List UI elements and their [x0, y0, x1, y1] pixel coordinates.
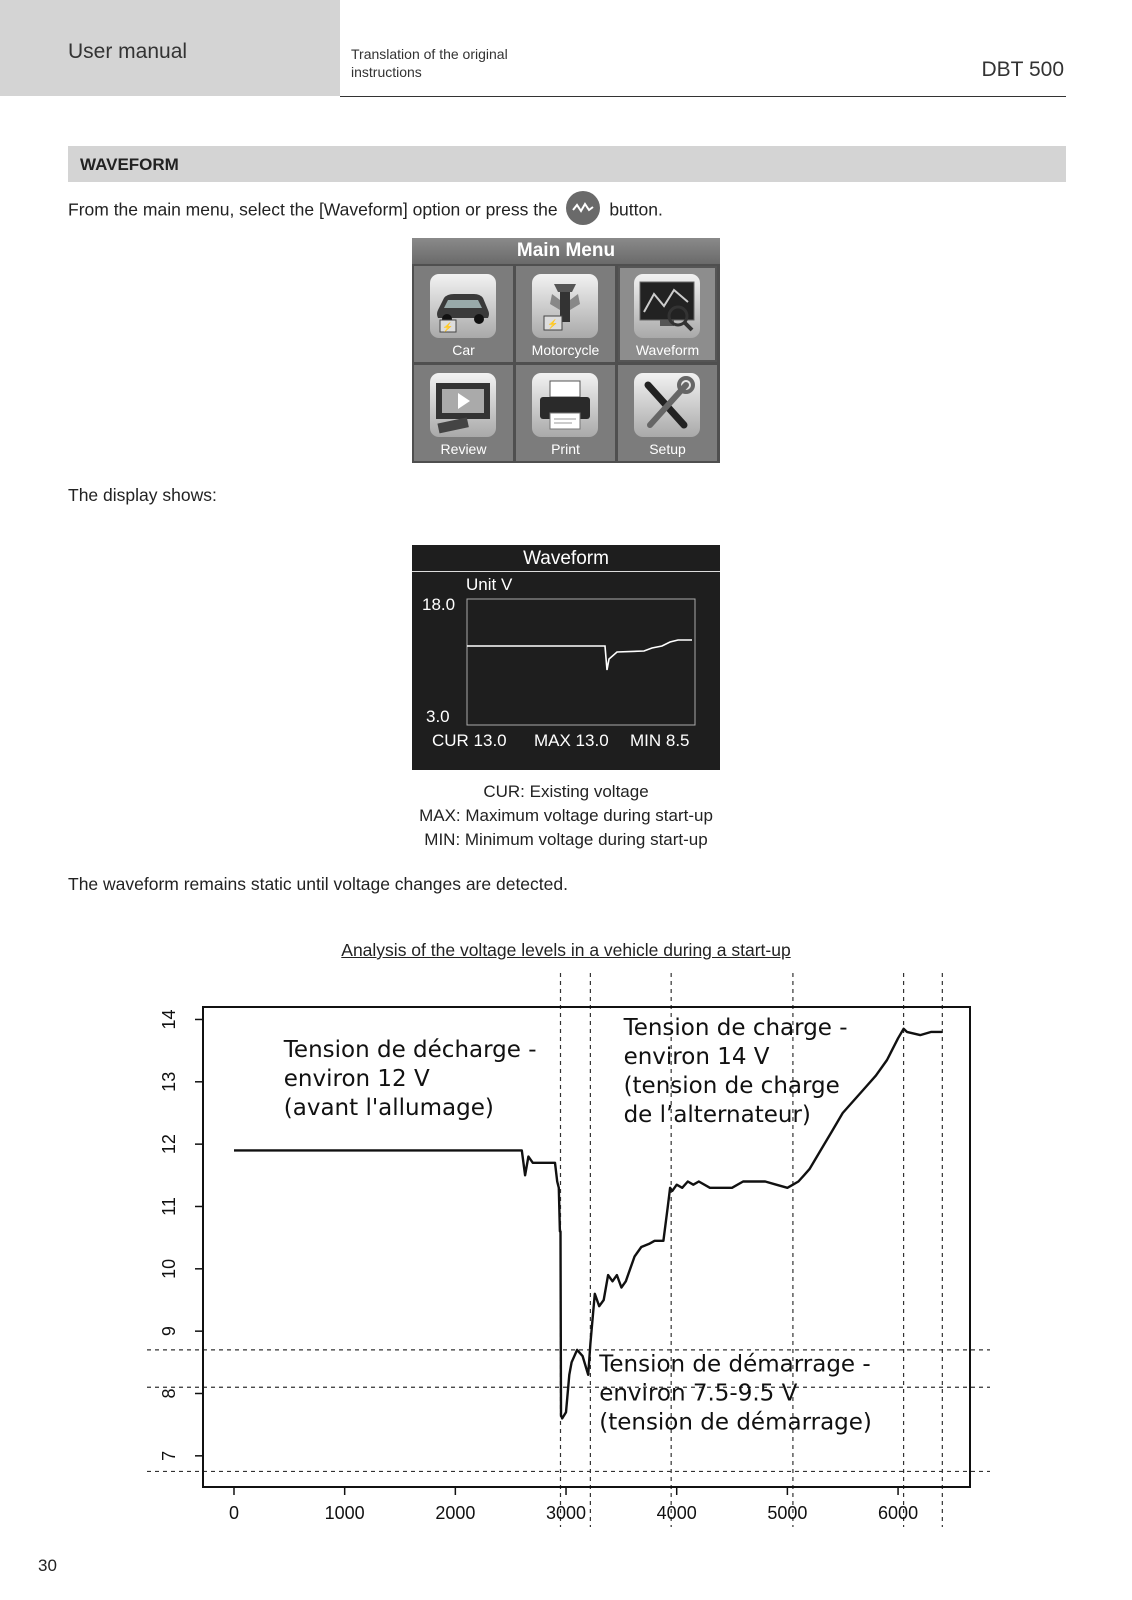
y-min-label: 3.0 — [426, 707, 450, 726]
car-icon — [430, 274, 496, 338]
menu-tile-print[interactable] — [516, 365, 615, 461]
legend-cur: CUR: Existing voltage — [483, 782, 649, 801]
menu-tile-label: Motorcycle — [531, 342, 600, 358]
model-name: DBT 500 — [981, 58, 1064, 81]
chart-annotation — [598, 1352, 872, 1436]
motorcycle-icon — [532, 274, 598, 338]
menu-tile-label: Print — [551, 441, 580, 457]
y-tick-label: 9 — [159, 1326, 179, 1337]
svg-text:⚡: ⚡ — [442, 322, 454, 332]
y-tick-label: 10 — [159, 1258, 179, 1279]
min-readout: MIN 8.5 — [630, 731, 690, 750]
annotation-line: Tension de décharge - — [283, 1036, 537, 1063]
menu-tile-label: Review — [440, 441, 487, 457]
printer-icon — [532, 373, 598, 437]
unit-label: Unit V — [466, 575, 513, 594]
cur-readout: CUR 13.0 — [432, 731, 507, 750]
x-tick-label: 5000 — [767, 1503, 808, 1523]
y-tick-label: 8 — [159, 1388, 179, 1399]
voltage-chart — [0, 960, 1132, 1540]
menu-tile-waveform[interactable] — [618, 266, 717, 362]
annotation-line: Tension de démarrage - — [599, 1351, 871, 1378]
annotation-line: environ 12 V — [283, 1065, 430, 1092]
chart-title: Analysis of the voltage levels in a vehicle during a start-up — [341, 940, 791, 960]
annotation-line: (avant l'allumage) — [283, 1094, 494, 1121]
film-icon — [430, 373, 496, 437]
menu-tile-car[interactable] — [414, 266, 513, 362]
y-tick-label: 13 — [159, 1071, 179, 1092]
section-heading-bar — [68, 146, 1066, 182]
menu-tile-label: Car — [452, 342, 475, 358]
x-tick-label: 2000 — [435, 1503, 476, 1523]
static-note: The waveform remains static until voltage changes are detected. — [68, 874, 568, 894]
menu-tile-motorcycle[interactable] — [516, 266, 615, 362]
display-shows-text: The display shows: — [68, 485, 217, 505]
x-tick-label: 3000 — [546, 1503, 587, 1523]
header-divider — [340, 96, 1066, 97]
waveform-screen-title: Waveform — [412, 545, 720, 572]
waveform-screen — [412, 545, 720, 770]
annotation-line: Tension de charge - — [623, 1015, 848, 1042]
menu-tile-setup[interactable] — [618, 365, 717, 461]
annotation-line: (tension de démarrage) — [599, 1409, 872, 1436]
svg-text:⚡: ⚡ — [547, 319, 559, 329]
y-tick-label: 12 — [159, 1134, 179, 1155]
menu-tile-label: Waveform — [635, 342, 700, 358]
annotation-line: environ 7.5-9.5 V — [599, 1380, 798, 1407]
x-tick-label: 4000 — [656, 1503, 697, 1523]
waveform-icon — [566, 191, 600, 225]
y-tick-label: 7 — [159, 1450, 179, 1461]
page-number: 30 — [38, 1556, 57, 1575]
legend-max: MAX: Maximum voltage during start-up — [419, 806, 713, 825]
main-menu-title: Main Menu — [412, 238, 720, 264]
menu-tile-label: Setup — [649, 441, 686, 457]
tools-icon — [634, 373, 700, 437]
chart-annotation — [623, 1015, 848, 1128]
manual-title: User manual — [68, 40, 188, 63]
y-max-label: 18.0 — [422, 595, 456, 614]
section-title: WAVEFORM — [80, 155, 179, 174]
waveform-monitor-icon — [634, 274, 700, 338]
annotation-line: (tension de charge — [623, 1073, 840, 1100]
x-tick-label: 0 — [228, 1503, 239, 1523]
annotation-line: environ 14 V — [623, 1044, 770, 1071]
legend-min: MIN: Minimum voltage during start-up — [424, 830, 708, 849]
chart-annotation — [283, 1037, 537, 1121]
y-tick-label: 11 — [159, 1197, 179, 1216]
max-readout: MAX 13.0 — [534, 731, 609, 750]
x-tick-label: 6000 — [878, 1503, 919, 1523]
x-tick-label: 1000 — [324, 1503, 365, 1523]
header-subtitle: Translation of the original instructions — [351, 46, 508, 80]
header-panel — [0, 0, 340, 96]
main-menu-screen — [412, 238, 720, 463]
menu-tile-review[interactable] — [414, 365, 513, 461]
y-tick-label: 14 — [159, 1009, 179, 1030]
intro-paragraph: From the main menu, select the [Waveform] option or press the button. — [68, 194, 663, 228]
annotation-line: de l’alternateur) — [623, 1102, 811, 1129]
